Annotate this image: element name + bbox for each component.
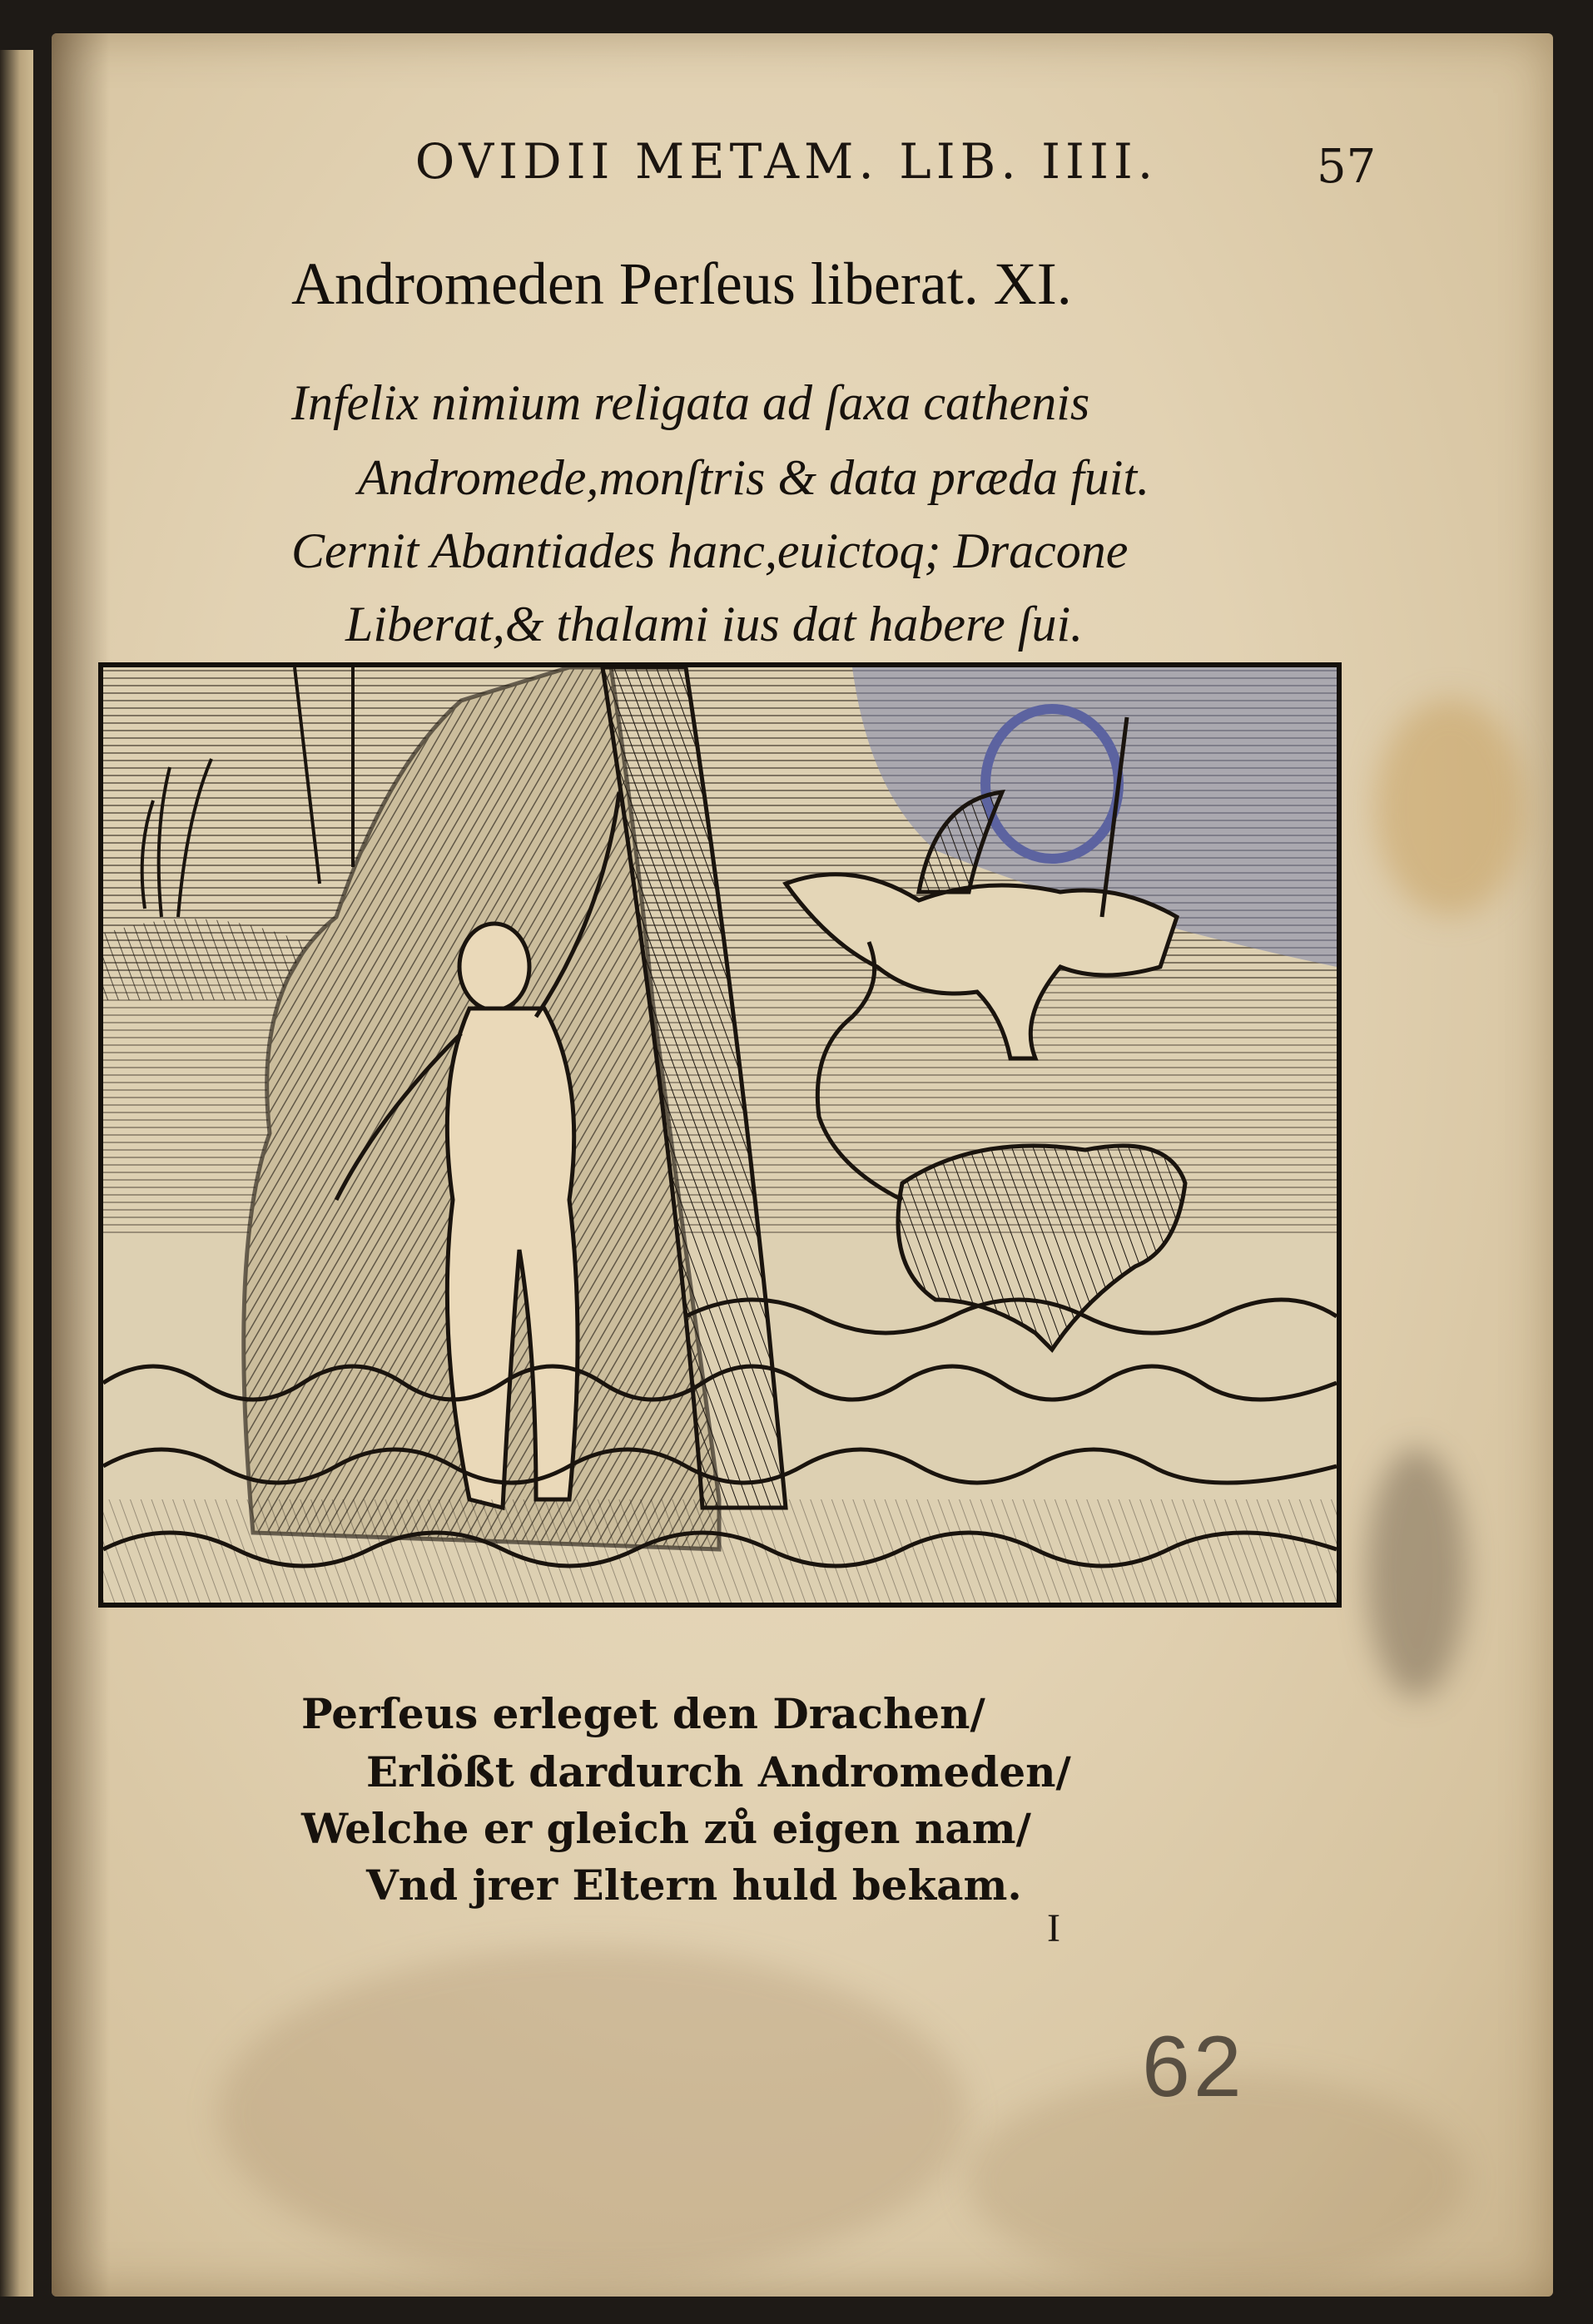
german-verse-line: Perſeus erleget den Drachen/ [301,1689,985,1738]
german-verse-line: Erlößt dardurch Andromeden/ [366,1747,1071,1796]
woodcut-illustration [98,662,1342,1608]
woodcut-drawing [103,667,1337,1603]
stain [1367,1448,1466,1697]
folio-number: 57 [1317,140,1377,194]
german-verse-line: Welche er gleich zů eigen nam/ [301,1804,1031,1853]
left-page-edge [0,50,33,2297]
latin-verse-line: Andromede,monſtris & data præda fuit. [358,450,1150,505]
latin-verse-line: Infelix nimium religata ad ſaxa cathenis [291,375,1090,430]
signature-mark: I [1047,1906,1060,1950]
page-title: Andromeden Perſeus liberat. XI. [291,250,1072,317]
latin-verse-line: Liberat,& thalami ius dat habere ſui. [345,597,1084,652]
stain [218,1947,967,2280]
german-verse-line: Vnd jrer Eltern huld bekam. [366,1861,1022,1910]
latin-verse-line: Cernit Abantiades hanc,euictoq; Dracone [291,523,1129,578]
running-head: OVIDII METAM. LIB. IIII. [414,133,1159,190]
stain [1375,699,1525,915]
stamp-number: 62 [1142,2019,1245,2115]
